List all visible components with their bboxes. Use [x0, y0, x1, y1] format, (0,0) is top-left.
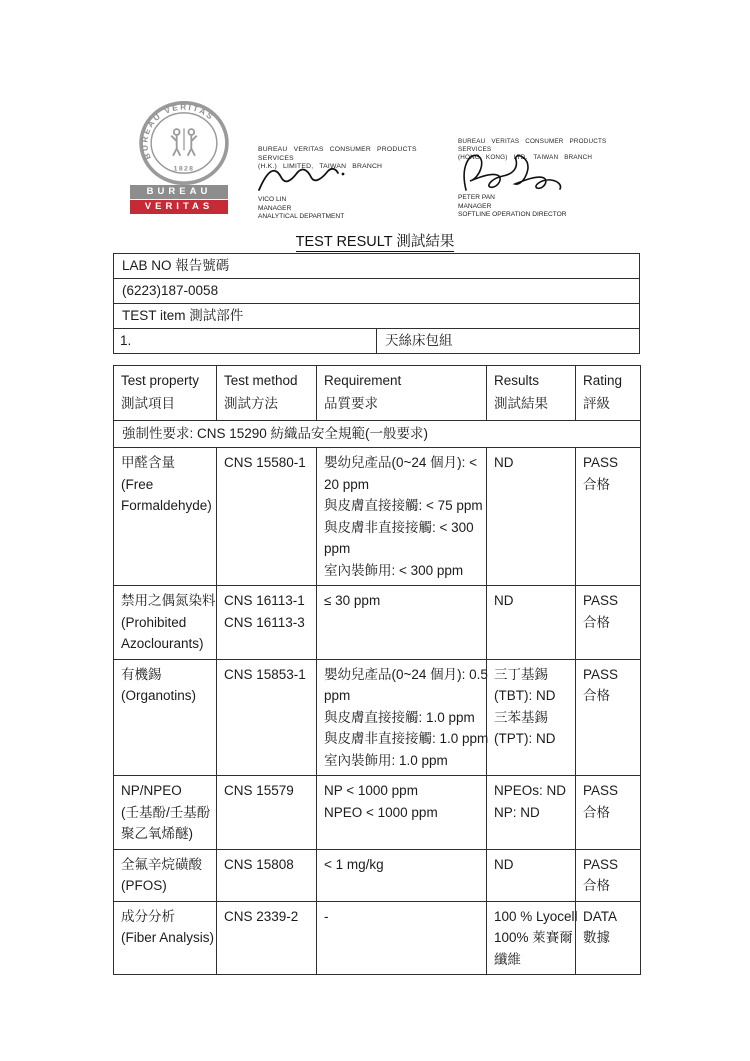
result-cell-property	[114, 586, 217, 660]
result-cell-results	[487, 849, 576, 901]
result-cell-results	[487, 659, 576, 776]
table-row	[114, 254, 640, 279]
hongkong-signer-dept: SOFTLINE OPERATION DIRECTOR	[458, 211, 567, 218]
cell-line: CNS 16113-3	[224, 614, 305, 630]
result-cell-results	[487, 586, 576, 660]
logo-bureau-bar: BUREAU	[130, 185, 228, 199]
cell-line: (Organotins)	[121, 688, 197, 703]
result-cell-property	[114, 849, 217, 901]
result-cell-results	[487, 776, 576, 850]
cell-line: 與皮膚非直接接觸: 1.0 ppm	[324, 731, 489, 746]
result-row-1	[114, 586, 641, 660]
seal-arc-text: BUREAU VERITAS	[140, 102, 216, 161]
results-header-cell-3	[487, 366, 576, 421]
table-row	[114, 329, 640, 354]
header-line: 測試項目	[121, 396, 175, 411]
result-row-4	[114, 849, 641, 901]
hk-signer-dept: ANALYTICAL DEPARTMENT	[258, 213, 345, 220]
cell-line: Formaldehyde)	[121, 498, 212, 513]
result-cell-rating	[576, 659, 641, 776]
item-name-cell: 天絲床包組	[377, 329, 640, 354]
result-cell-requirement	[317, 659, 487, 776]
signature-peter-pan	[456, 148, 574, 196]
results-table-body	[114, 366, 641, 975]
cell-line: NP < 1000 ppm	[324, 783, 418, 798]
cell-line: NP/NPEO	[121, 783, 182, 798]
cell-line: CNS 15579	[224, 783, 294, 798]
hk-office-line2: (H.K.) LIMITED, TAIWAN BRANCH	[258, 163, 383, 170]
cell-line: 禁用之偶氮染料	[121, 593, 216, 608]
cell-line: CNS 15808	[224, 856, 294, 872]
cell-line: < 1 mg/kg	[324, 856, 384, 872]
cell-line: 100% 萊賽爾	[494, 930, 573, 945]
cell-line: PASS	[583, 856, 619, 872]
result-row-3	[114, 776, 641, 850]
lab-no-label-cell: LAB NO 報告號碼	[114, 254, 640, 279]
cell-line: ND	[494, 593, 514, 608]
result-cell-property	[114, 776, 217, 850]
cell-line: ≤ 30 ppm	[324, 593, 381, 608]
result-cell-results	[487, 448, 576, 586]
results-header-cell-4	[576, 366, 641, 421]
result-cell-requirement	[317, 849, 487, 901]
test-item-label-cell: TEST item 測試部件	[114, 304, 640, 329]
cell-line: CNS 2339-2	[224, 908, 299, 924]
cell-line: NPEO < 1000 ppm	[324, 804, 438, 820]
result-cell-method	[217, 901, 317, 975]
result-row-0	[114, 448, 641, 586]
cell-line: 室內裝飾用: < 300 ppm	[324, 562, 464, 578]
result-cell-method	[217, 776, 317, 850]
hongkong-office-line1: BUREAU VERITAS CONSUMER PRODUCTS SERVICES	[458, 138, 607, 153]
result-cell-rating	[576, 776, 641, 850]
cell-line: 全氟辛烷磺酸	[121, 856, 202, 872]
result-cell-method	[217, 448, 317, 586]
result-cell-method	[217, 659, 317, 776]
cell-line: 合格	[583, 688, 610, 703]
result-cell-rating	[576, 901, 641, 975]
result-cell-property	[114, 901, 217, 975]
result-cell-rating	[576, 849, 641, 901]
cell-line: 甲醛含量	[121, 455, 175, 470]
document-title	[0, 230, 750, 251]
cell-line: NPEOs: ND	[494, 783, 567, 798]
cell-line: (壬基酚/壬基酚	[121, 804, 211, 820]
header-line: Results	[494, 373, 540, 388]
result-cell-requirement	[317, 901, 487, 975]
cell-line: Azoclourants)	[121, 636, 204, 651]
cell-line: PASS	[583, 455, 619, 470]
table-row	[114, 279, 640, 304]
hongkong-signer-role: MANAGER	[458, 202, 492, 210]
cell-line: 100 % Lyocell	[494, 908, 578, 924]
hk-signer-role: MANAGER	[258, 204, 292, 212]
cell-line: DATA	[583, 908, 618, 924]
cell-line: PASS	[583, 783, 619, 798]
header-line: 品質要求	[324, 396, 378, 411]
letterhead	[0, 0, 750, 230]
cell-line: (TBT): ND	[494, 688, 556, 703]
header-line: Test method	[224, 373, 298, 388]
result-cell-rating	[576, 586, 641, 660]
result-cell-requirement	[317, 448, 487, 586]
bureau-veritas-seal-icon	[138, 101, 230, 185]
cell-line: 合格	[583, 476, 610, 492]
tables-region	[113, 253, 640, 975]
results-header-cell-0	[114, 366, 217, 421]
result-cell-method	[217, 586, 317, 660]
cell-line: 20 ppm	[324, 476, 370, 492]
result-cell-requirement	[317, 776, 487, 850]
signer-block-hk	[258, 196, 344, 222]
results-header-cell-2	[317, 366, 487, 421]
cell-line: PASS	[583, 666, 619, 682]
cell-line: (Free	[121, 476, 154, 492]
cell-line: ppm	[324, 541, 351, 556]
cell-line: (PFOS)	[121, 878, 167, 893]
signature-vico-lin	[256, 163, 348, 195]
cell-line: PASS	[583, 593, 619, 608]
section-header-cell: 強制性要求: CNS 15290 紡織品安全規範(一般要求)	[114, 421, 641, 448]
cell-line: 與皮膚直接接觸: < 75 ppm	[324, 498, 483, 513]
cell-line: 合格	[583, 614, 610, 630]
table-row	[114, 304, 640, 329]
cell-line: 有機錫	[121, 666, 162, 682]
document-title-text: TEST RESULT 測試結果	[295, 234, 455, 250]
results-header-cell-1	[217, 366, 317, 421]
result-cell-method	[217, 849, 317, 901]
lab-info-table	[113, 253, 640, 354]
cell-line: 聚乙氧烯醚)	[121, 826, 193, 841]
header-line: Test property	[121, 373, 200, 388]
hongkong-office-line2: (HONG KONG) LTD. TAIWAN BRANCH	[458, 154, 593, 161]
cell-line: CNS 15580-1	[224, 455, 306, 470]
result-cell-results	[487, 901, 576, 975]
cell-line: -	[324, 908, 329, 924]
cell-line: 合格	[583, 878, 610, 893]
cell-line: 三苯基錫	[494, 709, 548, 725]
header-line: 評級	[583, 396, 610, 411]
result-row-2	[114, 659, 641, 776]
result-row-5	[114, 901, 641, 975]
hongkong-signer-name: PETER PAN	[458, 194, 495, 201]
cell-line: NP: ND	[494, 804, 540, 820]
result-cell-requirement	[317, 586, 487, 660]
header-line: Rating	[583, 373, 623, 388]
cell-line: ND	[494, 856, 514, 872]
cell-line: (Prohibited	[121, 614, 187, 630]
signer-block-hongkong	[458, 194, 567, 220]
cell-line: 與皮膚直接接觸: 1.0 ppm	[324, 709, 475, 725]
section-header-row	[114, 421, 641, 448]
header-line: 測試方法	[224, 396, 278, 411]
item-number-cell: 1.	[114, 329, 377, 354]
seal-year: 1828	[173, 165, 195, 173]
cell-line: 嬰幼兒產品(0~24 個月): 0.5	[324, 666, 488, 682]
hk-office-line1: BUREAU VERITAS CONSUMER PRODUCTS SERVICES	[258, 146, 417, 162]
cell-line: 嬰幼兒產品(0~24 個月): <	[324, 455, 478, 470]
header-line: Requirement	[324, 373, 402, 388]
cell-line: 與皮膚非直接接觸: < 300	[324, 519, 474, 535]
cell-line: ND	[494, 455, 514, 470]
result-cell-property	[114, 659, 217, 776]
header-line: 測試結果	[494, 396, 548, 411]
logo-veritas-bar: VERITAS	[130, 200, 228, 214]
cell-line: 合格	[583, 804, 610, 820]
seal-figures-icon	[171, 128, 197, 155]
lab-no-value-cell: (6223)187-0058	[114, 279, 640, 304]
cell-line: 數據	[583, 930, 610, 945]
cell-line: CNS 16113-1	[224, 593, 305, 608]
cell-line: 成分分析	[121, 908, 175, 924]
cell-line: 纖維	[494, 951, 521, 967]
cell-line: (TPT): ND	[494, 731, 556, 746]
result-cell-property	[114, 448, 217, 586]
result-cell-rating	[576, 448, 641, 586]
results-table	[113, 365, 641, 975]
cell-line: 三丁基錫	[494, 666, 548, 682]
cell-line: ppm	[324, 688, 351, 703]
hk-signer-name: VICO LIN	[258, 196, 287, 203]
cell-line: CNS 15853-1	[224, 666, 306, 682]
cell-line: 室內裝飾用: 1.0 ppm	[324, 752, 448, 768]
cell-line: (Fiber Analysis)	[121, 930, 215, 945]
results-header-row	[114, 366, 641, 421]
